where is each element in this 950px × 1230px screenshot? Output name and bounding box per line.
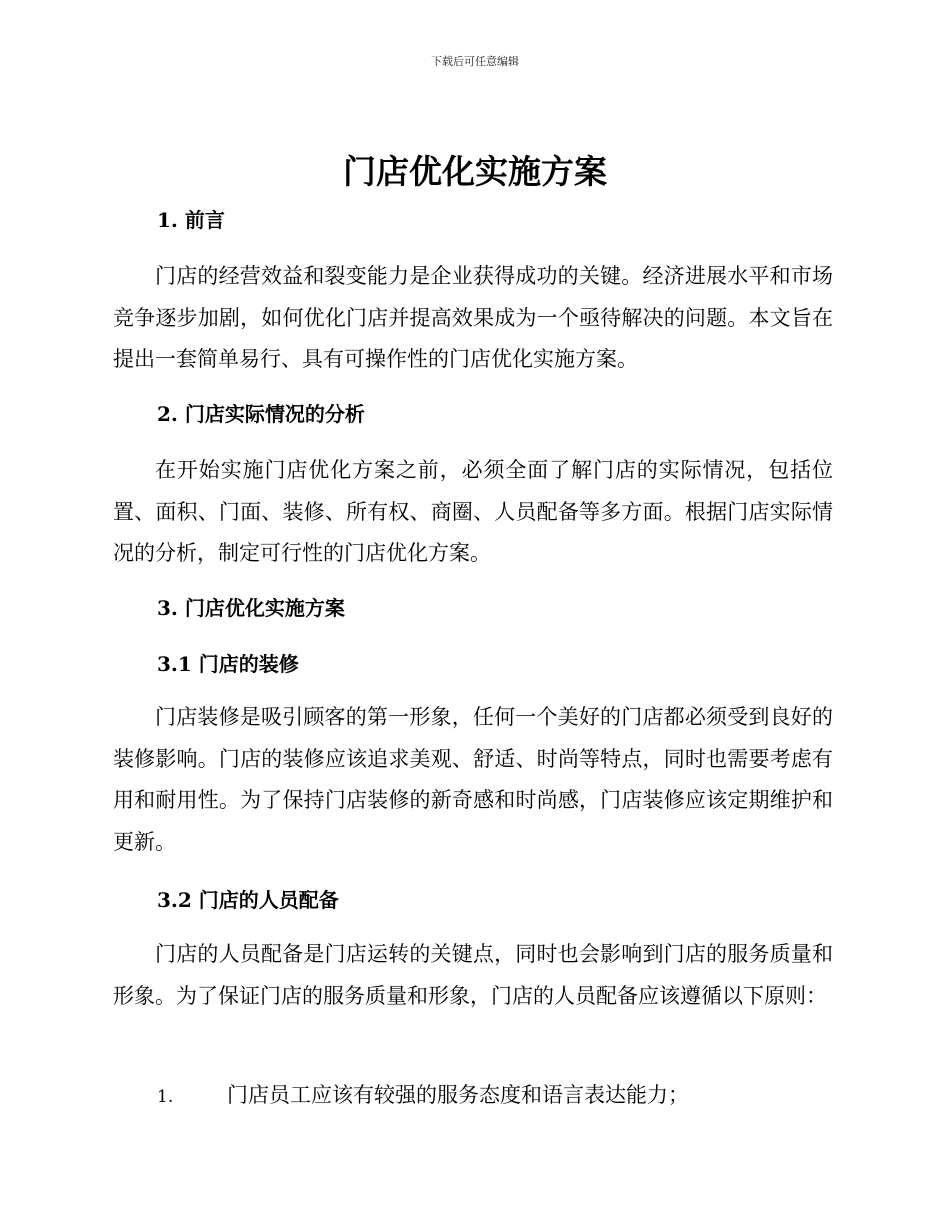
section-heading-preface: 1. 前言 [157, 208, 225, 232]
list-item [157, 1080, 689, 1112]
paragraph-staffing: 门店的人员配备是门店运转的关键点，同时也会影响到门店的服务质量和形象。为了保证门店的服务质量和形象，门店的人员配备应该遵循以下原则： [113, 942, 833, 1008]
subsection-heading-staffing: 3.2 门店的人员配备 [157, 888, 339, 912]
subsection-heading-decoration: 3.1 门店的装修 [157, 652, 299, 676]
paragraph-analysis: 在开始实施门店优化方案之前，必须全面了解门店的实际情况，包括位置、面积、门面、装修、所有权、商圈、人员配备等多方面。根据门店实际情况的分析，制定可行性的门店优化方案。 [113, 458, 833, 565]
paragraph-preface: 门店的经营效益和裂变能力是企业获得成功的关键。经济进展水平和市场竞争逐步加剧，如何优化门店并提高效果成为一个亟待解决的问题。本文旨在提出一套简单易行、具有可操作性的门店优化实施方案。 [113, 264, 833, 371]
list-item-number: 1. [157, 1087, 174, 1107]
document-title: 门店优化实施方案 [343, 152, 607, 191]
section-heading-analysis: 2. 门店实际情况的分析 [157, 402, 365, 426]
header-note: 下载后可任意编辑 [431, 55, 519, 68]
paragraph-decoration: 门店装修是吸引顾客的第一形象，任何一个美好的门店都必须受到良好的装修影响。门店的装修应该追求美观、舒适、时尚等特点，同时也需要考虑有用和耐用性。为了保持门店装修的新奇感和时尚感，门店装修应该定期维护和更新。 [113, 705, 833, 854]
section-heading-plan: 3. 门店优化实施方案 [157, 596, 345, 620]
list-item-text: 门店员工应该有较强的服务态度和语言表达能力； [227, 1083, 689, 1107]
